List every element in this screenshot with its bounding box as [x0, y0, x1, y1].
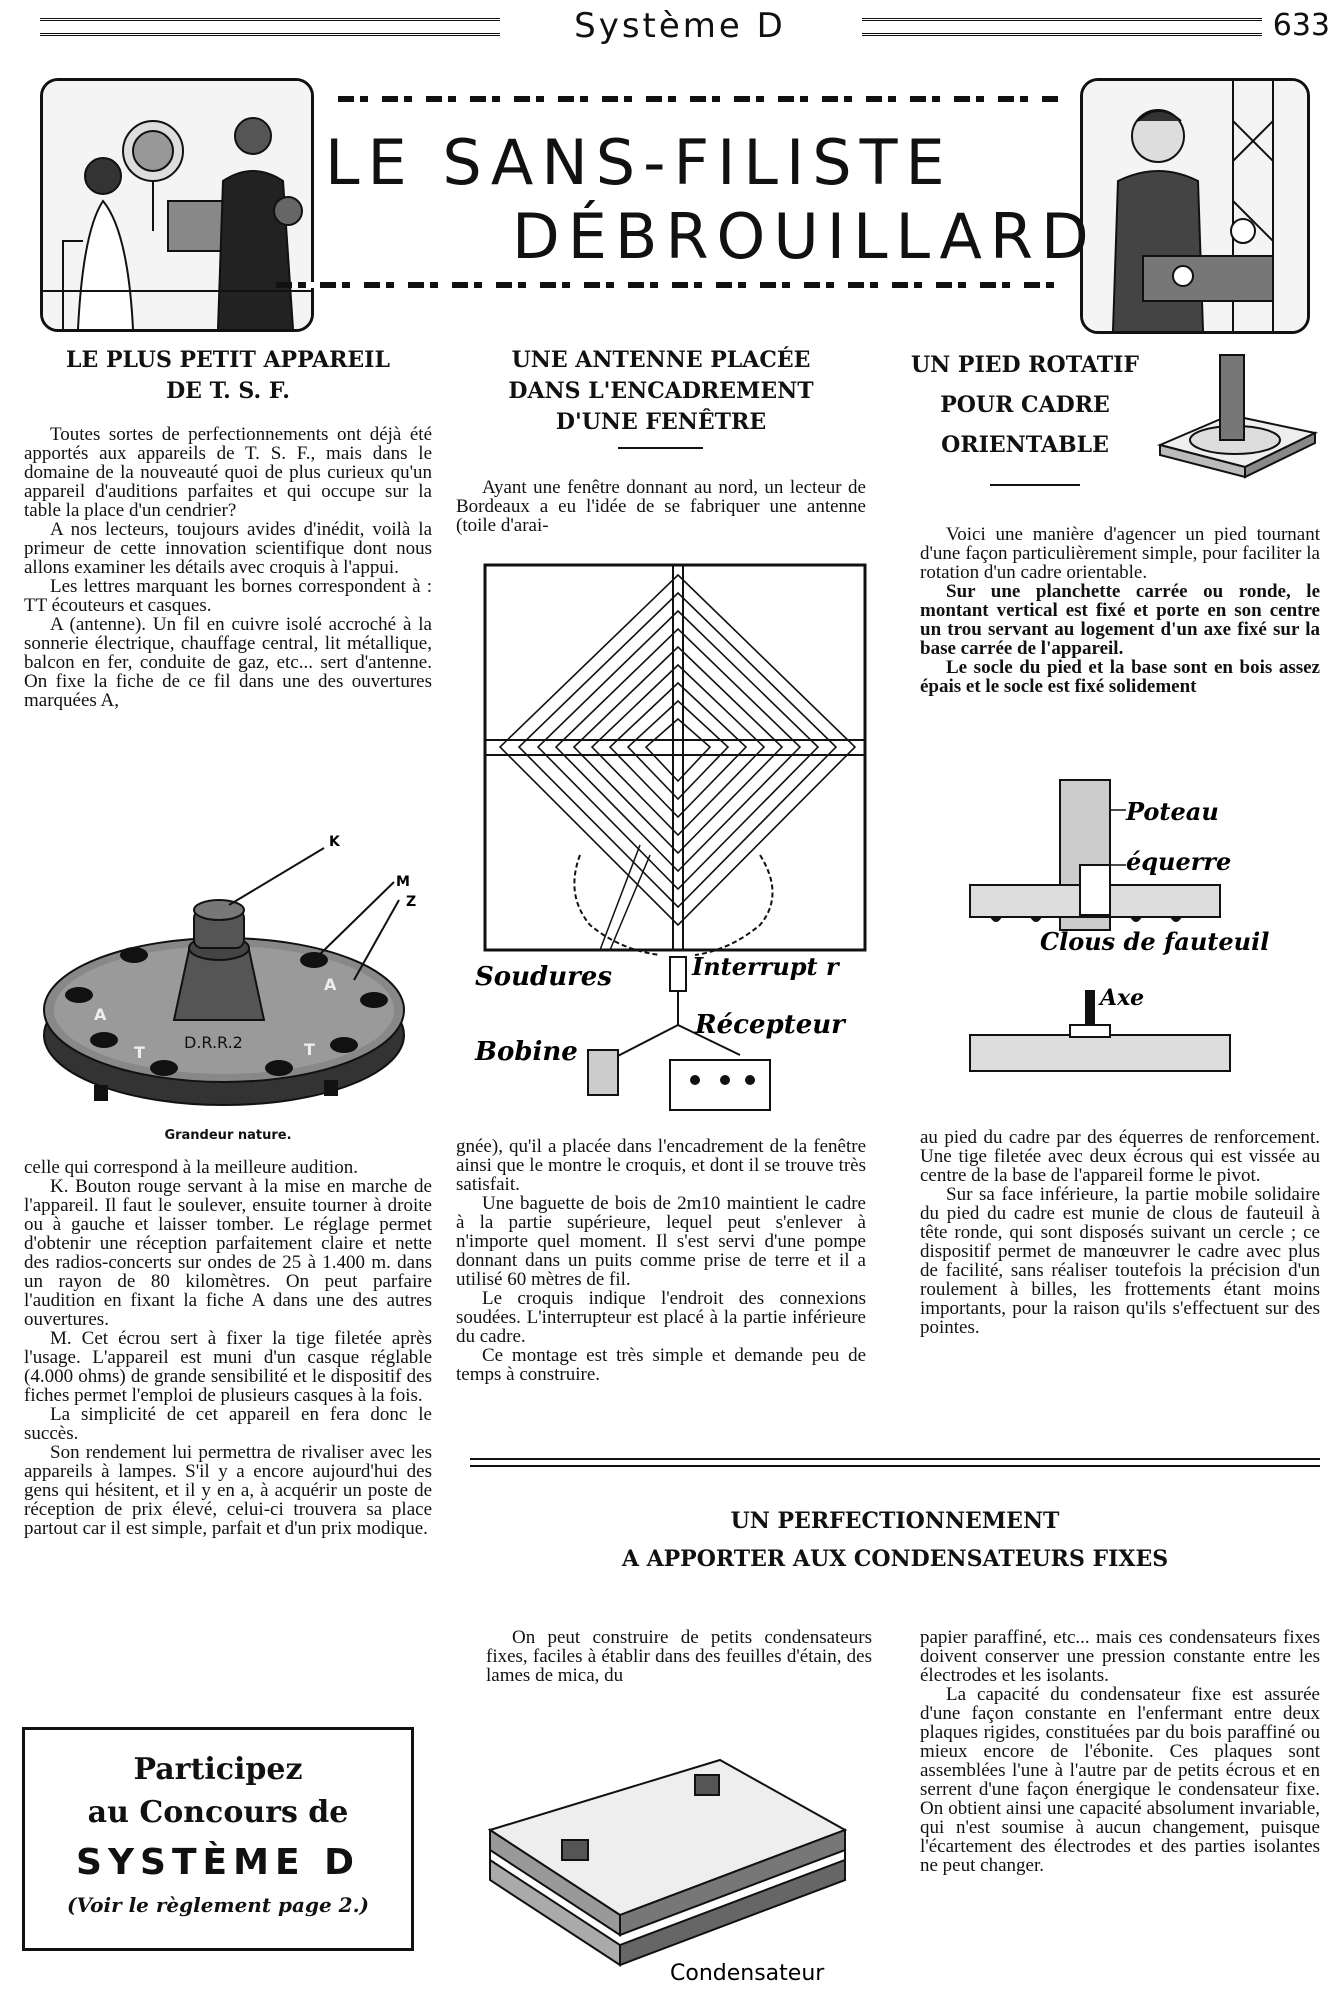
col3-text-top	[920, 525, 1320, 696]
bottom-text-left	[486, 1628, 872, 1685]
col2-paragraph: Ayant une fenêtre donnant au nord, un lecteur de Bordeaux a eu l'idée de se fabriquer une antenne (toile d'arai-	[456, 477, 866, 536]
col3-paragraph: au pied du cadre par des équerres de renforcement. Une tige filetée avec deux écrous qui est vissée au centre de la base de l'appareil forme le pivot.	[920, 1127, 1320, 1186]
col1-text-bottom	[24, 1158, 432, 1538]
col2-heading-line3: D'UNE FENÊTRE	[555, 409, 767, 435]
fig2-label-recepteur: Récepteur	[695, 1010, 845, 1040]
col2-paragraph: Une baguette de bois de 2m10 maintient le cadre à la partie supérieure, lequel peut s'enlever à n'importe quel moment. Il s'est servi d'une pompe donnant dans un puits comme prise de terre et il a utilisé 60 mètres de fil.	[456, 1193, 866, 1290]
col2-heading-rule	[618, 447, 703, 449]
page-number: 633	[1272, 8, 1330, 43]
col3-heading-line1: UN PIED ROTATIF	[910, 352, 1140, 378]
col1-paragraph: A (antenne). Un fil en cuivre isolé accroché à la sonnerie électrique, chauffage central, lit métallique, balcon en fer, conduite de gaz, etc... sert d'antenne. On fixe la fiche de ce fil dans une des ouvertures marquées A,	[24, 614, 432, 711]
col1-paragraph: K. Bouton rouge servant à la mise en marche de l'appareil. Il faut le soulever, ensuite tourner à droite ou à gauche et laisser tomber. Le réglage permet d'obtenir une réception parfaitement claire et nette des radios-concerts sur ondes de 25 à 1.400 m. dans un rayon de 80 kilomètres. On peut parfaire l'audition en fixant la fiche A dans une des autres ouvertures.	[24, 1176, 432, 1330]
fig1-label-a: A	[94, 1005, 107, 1024]
figure-window-antenna	[470, 555, 870, 1125]
col1-paragraph: Son rendement lui permettra de rivaliser avec les appareils à lampes. S'il y a encore aujourd'hui des gens qui hésitent, et il y en a, à acquérir un poste de réception de prix élevé, celui-ci trouvera sa place partout car il est simple, parfait et d'un prix modique.	[24, 1442, 432, 1539]
col3-paragraph: Voici une manière d'agencer un pied tournant d'une façon particulièrement simple, pour faciliter la rotation d'un cadre orientable.	[920, 524, 1320, 583]
bottom-paragraph: La capacité du condensateur fixe est assurée d'une façon constante en l'enfermant entre deux plaques rigides, constituées par du bois paraffiné ou mieux encore de l'ébonite. Ces plaques sont assemblées l'une à l'autre par de petits écrous et en serrent d'une façon énergique le condensateur fixe. On obtient ainsi une capacité absolument invariable, qui n'est soumise à aucun changement, puisque l'écartement des électrodes et des parties isolantes ne peut changer.	[920, 1684, 1320, 1876]
figure-small-receiver	[24, 830, 432, 1130]
illustration-tinkerer	[1080, 78, 1310, 334]
col1-paragraph: M. Cet écrou sert à fixer la tige filetée après l'usage. L'appareil est muni d'un casque réglable (4.000 ohms) de grande sensibilité et le dispositif des fiches permet l'emploi de plusieurs casques à la fois.	[24, 1328, 432, 1406]
header-rule-left	[40, 18, 500, 36]
fig1-label-m: M	[396, 874, 410, 890]
bottom-heading-line1: UN PERFECTIONNEMENT	[730, 1508, 1060, 1534]
col2-heading-line2: DANS L'ENCADREMENT	[508, 378, 814, 404]
fig1-label-t: T	[134, 1043, 145, 1062]
fig1-device-marking: D.R.R.2	[184, 1033, 243, 1052]
fig4-label-condensateur: Condensateur	[670, 1961, 825, 1986]
col1-heading	[24, 345, 432, 407]
fig3-label-poteau: Poteau	[1126, 797, 1219, 826]
col2-paragraph: Ce montage est très simple et demande peu de temps à construire.	[456, 1345, 866, 1385]
figure-rotating-foot	[1150, 345, 1320, 485]
col1-paragraph: celle qui correspond à la meilleure audition.	[24, 1157, 358, 1178]
col2-heading-line1: UNE ANTENNE PLACÉE	[511, 347, 811, 373]
col3-paragraph: Le socle du pied et la base sont en bois assez épais et le socle est fixé solidement	[920, 657, 1320, 697]
fig2-label-bobine: Bobine	[475, 1037, 578, 1067]
header-rule-right	[862, 18, 1262, 36]
col1-paragraph: Toutes sortes de perfectionnements ont déjà été apportés aux appareils de T. S. F., mais dans le domaine de la nouveauté quoi de plus curieux qu'un appareil d'auditions parfaites et qui occupe sur la table la place d'un cendrier?	[24, 424, 432, 521]
col1-heading-line1: LE PLUS PETIT APPAREIL	[66, 347, 390, 373]
figure-foot-detail	[930, 770, 1310, 1110]
banner-dashes-top	[338, 96, 1062, 102]
figure-caption-grandeur: Grandeur nature.	[164, 1128, 292, 1143]
col3-heading-line2: POUR CADRE	[940, 392, 1110, 418]
figure-condenser	[470, 1690, 870, 1990]
col1-paragraph: Les lettres marquant les bornes correspondent à : TT écouteurs et casques.	[24, 576, 432, 616]
bottom-paragraph: papier paraffiné, etc... mais ces condensateurs fixes doivent conserver une pression constante entre les électrodes et les isolants.	[920, 1627, 1320, 1686]
bottom-paragraph: On peut construire de petits condensateurs fixes, faciles à établir dans des feuilles d'étain, des lames de mica, du	[486, 1627, 872, 1686]
col2-paragraph: gnée), qu'il a placée dans l'encadrement de la fenêtre ainsi que le montre le croquis, et dont il se trouve très satisfait.	[456, 1136, 866, 1195]
col3-text-bottom	[920, 1128, 1320, 1337]
col3-heading	[905, 345, 1145, 465]
bottom-text-right	[920, 1628, 1320, 1875]
col3-paragraph: Sur sa face inférieure, la partie mobile solidaire du pied du cadre est munie de clous de fauteuil à tête ronde, qui sont disposés suivant un cercle ; ce dispositif permet de manœuvrer le cadre avec plus de facilité, sans réaliser toutefois la précision d'un roulement à billes, les frottements étant moins importants, pour la raison qu'ils s'effectuent sur des pointes.	[920, 1184, 1320, 1338]
col3-heading-rule	[990, 484, 1080, 486]
banner-dashes-bottom	[276, 282, 1062, 288]
contest-ad-box	[22, 1727, 414, 1951]
col2-text-bottom	[456, 1137, 866, 1384]
fig1-label-a: A	[324, 975, 337, 994]
bottom-section-rule	[470, 1458, 1320, 1467]
fig3-label-clous: Clous de fauteuil	[1040, 927, 1270, 956]
main-title-line2: DÉBROUILLARD	[512, 200, 1097, 273]
publication-title: Système D	[574, 6, 786, 46]
bottom-heading-line2: A APPORTER AUX CONDENSATEURS FIXES	[621, 1546, 1169, 1572]
fig2-label-interrupteur: Interrupt r	[692, 952, 839, 981]
fig1-label-t: T	[304, 1040, 315, 1059]
col3-heading-line3: ORIENTABLE	[941, 432, 1109, 458]
ad-line4: (Voir le règlement page 2.)	[66, 1893, 370, 1917]
fig1-label-k: K	[329, 834, 340, 850]
col1-text-top	[24, 425, 432, 710]
fig3-label-equerre: équerre	[1126, 847, 1232, 876]
col1-paragraph: La simplicité de cet appareil en fera donc le succès.	[24, 1404, 432, 1444]
fig3-label-axe: Axe	[1100, 985, 1145, 1011]
col2-heading	[456, 345, 866, 438]
bottom-heading	[470, 1502, 1320, 1578]
illustration-listeners	[40, 78, 314, 332]
fig1-label-z: Z	[406, 894, 417, 910]
ad-line2: au Concours de	[87, 1795, 349, 1830]
col3-paragraph: Sur une planchette carrée ou ronde, le montant vertical est fixé et porte en son centre un trou servant au logement d'un axe fixé sur la base carrée de l'appareil.	[920, 581, 1320, 659]
col2-paragraph: Le croquis indique l'endroit des connexions soudées. L'interrupteur est placé à la partie inférieure du cadre.	[456, 1288, 866, 1347]
fig2-label-soudures: Soudures	[475, 962, 612, 992]
col2-text-top	[456, 478, 866, 535]
ad-line3: SYSTÈME D	[76, 1842, 360, 1883]
col1-heading-line2: DE T. S. F.	[166, 378, 290, 404]
main-title-line1: LE SANS-FILISTE	[325, 126, 953, 199]
col1-paragraph: A nos lecteurs, toujours avides d'inédit, voilà la primeur de cette innovation scientifique dont nous allons examiner les détails avec croquis à l'appui.	[24, 519, 432, 578]
ad-line1: Participez	[133, 1752, 303, 1787]
